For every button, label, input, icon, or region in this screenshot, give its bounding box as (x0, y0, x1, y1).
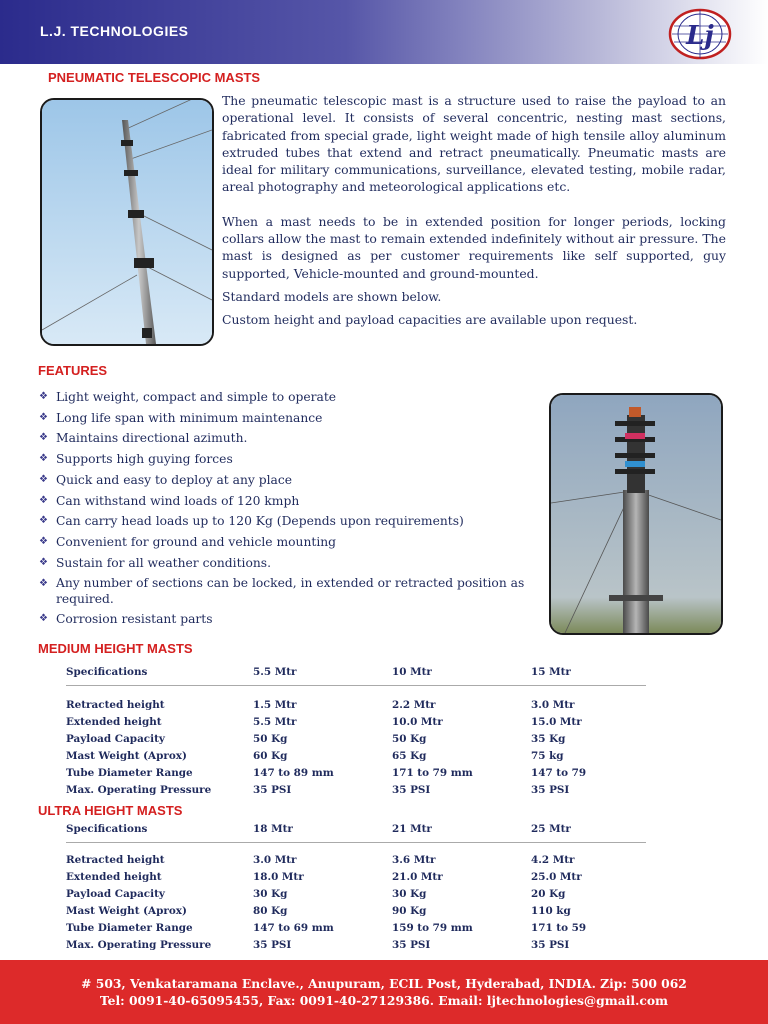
table-header-cell: 10 Mtr (392, 666, 432, 678)
company-name: L.J. TECHNOLOGIES (40, 23, 189, 39)
table-cell: Mast Weight (Aprox) (66, 904, 187, 917)
company-logo (660, 6, 740, 62)
table-row (66, 764, 646, 781)
table-row (66, 781, 646, 798)
table-cell: Tube Diameter Range (66, 766, 193, 779)
feature-item: ❖ Maintains directional azimuth. (38, 428, 528, 449)
feature-item: ❖ Any number of sections can be locked, in extended or retracted position as required. (39, 576, 525, 606)
table-row (66, 868, 646, 885)
ultra-masts-title: ULTRA HEIGHT MASTS (38, 803, 183, 818)
table-cell: Retracted height (66, 698, 165, 711)
table-cell: Mast Weight (Aprox) (66, 749, 187, 762)
footer-band (0, 960, 768, 1024)
table-cell: 10.0 Mtr (392, 715, 443, 728)
intro-paragraph: Custom height and payload capacities are available upon request. (222, 312, 638, 328)
table-cell: 35 PSI (253, 938, 292, 951)
table-cell: Payload Capacity (66, 887, 165, 900)
table-cell: Tube Diameter Range (66, 921, 193, 934)
table-cell: 3.0 Mtr (253, 853, 297, 866)
diamond-bullet-icon: ❖ (39, 473, 48, 485)
diamond-bullet-icon: ❖ (39, 535, 48, 547)
diamond-bullet-icon: ❖ (39, 453, 48, 465)
table-cell: 80 Kg (253, 904, 288, 917)
table-row (66, 747, 646, 764)
table-cell: 147 to 79 (531, 766, 587, 779)
table-header-cell: 18 Mtr (253, 823, 293, 835)
table-row (66, 730, 646, 747)
intro-paragraph: Standard models are shown below. (222, 288, 442, 304)
table-cell: 75 kg (531, 749, 564, 762)
table-cell: 35 PSI (531, 783, 570, 796)
table-cell: 21.0 Mtr (392, 870, 443, 883)
feature-item: ❖ Can carry head loads up to 120 Kg (Depends upon requirements) (38, 511, 528, 532)
table-cell: 35 PSI (253, 783, 292, 796)
table-cell: 90 Kg (392, 904, 427, 917)
mast-photo-1 (40, 98, 214, 346)
diamond-bullet-icon: ❖ (39, 613, 48, 625)
table-cell: 171 to 59 (531, 921, 587, 934)
medium-masts-title: MEDIUM HEIGHT MASTS (38, 641, 193, 656)
diamond-bullet-icon: ❖ (39, 556, 48, 568)
table-cell: 50 Kg (392, 732, 427, 745)
table-cell: 3.0 Mtr (531, 698, 575, 711)
svg-text:Lj: Lj (686, 21, 714, 51)
diamond-bullet-icon: ❖ (39, 411, 48, 423)
table-cell: 147 to 89 mm (253, 766, 334, 779)
table-header-cell: Specifications (66, 666, 148, 678)
table-cell: 2.2 Mtr (392, 698, 436, 711)
table-cell: 4.2 Mtr (531, 853, 575, 866)
intro-paragraph: When a mast needs to be in extended position for longer periods, locking collars allow the mast to remain extended indefinitely without air pressure. The mast is designed as per customer requirements like self supported, guy supported, Vehicle-mounted and ground-mounted. (222, 213, 726, 281)
diamond-bullet-icon: ❖ (39, 432, 48, 444)
table-cell: 159 to 79 mm (392, 921, 473, 934)
table-cell: 35 PSI (531, 938, 570, 951)
table-row (66, 696, 646, 713)
table-header-cell: Specifications (66, 823, 148, 835)
table-cell: 110 kg (531, 904, 571, 917)
feature-item: ❖ Quick and easy to deploy at any place (38, 470, 528, 491)
table-cell: 15.0 Mtr (531, 715, 582, 728)
table-header-cell: 5.5 Mtr (253, 666, 297, 678)
intro-title: PNEUMATIC TELESCOPIC MASTS (48, 70, 261, 85)
footer-contact: Tel: 0091-40-65095455, Fax: 0091-40-27129386. Email: ljtechnologies@gmail.com (99, 992, 669, 1008)
feature-item: ❖ Sustain for all weather conditions. (38, 553, 528, 574)
table-cell: 35 Kg (531, 732, 566, 745)
feature-item: ❖ Light weight, compact and simple to operate (38, 387, 528, 408)
table-cell: 30 Kg (253, 887, 288, 900)
footer-address: # 503, Venkataramana Enclave., Anupuram, ECIL Post, Hyderabad, INDIA. Zip: 500 062 (81, 976, 687, 991)
table-header-cell: 21 Mtr (392, 823, 432, 835)
table-cell: 35 PSI (392, 783, 431, 796)
diamond-bullet-icon: ❖ (39, 578, 48, 590)
table-row (66, 919, 646, 936)
table-row (66, 936, 646, 953)
feature-item: ❖ Can withstand wind loads of 120 kmph (38, 491, 528, 512)
features-list (38, 387, 528, 630)
table-cell: Max. Operating Pressure (66, 783, 212, 796)
table-cell: 30 Kg (392, 887, 427, 900)
table-cell: 25.0 Mtr (531, 870, 582, 883)
feature-item: ❖ Long life span with minimum maintenance (38, 408, 528, 429)
intro-paragraph: The pneumatic telescopic mast is a structure used to raise the payload to an operational level. It consists of several concentric, nesting mast sections, fabricated from special grade, light weight made of high tensile alloy aluminum extruded tubes that extend and retract pneumatically. Pneumatic masts are ideal for military communications, surveillance, elevated testing, mobile radar, areal photography and meteorological applications etc. (222, 93, 726, 195)
table-cell: Max. Operating Pressure (66, 938, 212, 951)
table-cell: 171 to 79 mm (392, 766, 473, 779)
table-cell: 147 to 69 mm (253, 921, 334, 934)
table-cell: 50 Kg (253, 732, 288, 745)
intro-text (222, 92, 726, 329)
table-cell: 18.0 Mtr (253, 870, 304, 883)
medium-masts-table (66, 659, 646, 798)
diamond-bullet-icon: ❖ (39, 515, 48, 527)
feature-item: ❖ Supports high guying forces (38, 449, 528, 470)
table-cell: Extended height (66, 870, 162, 883)
table-cell: 5.5 Mtr (253, 715, 297, 728)
diamond-bullet-icon: ❖ (39, 391, 48, 402)
ultra-masts-table (66, 816, 646, 953)
table-row (66, 902, 646, 919)
mast-photo-2 (549, 393, 723, 635)
table-cell: 3.6 Mtr (392, 853, 436, 866)
table-header-cell: 25 Mtr (531, 823, 571, 835)
table-cell: Retracted height (66, 853, 165, 866)
table-row (66, 885, 646, 902)
header-band (0, 0, 768, 64)
table-cell: 1.5 Mtr (253, 698, 297, 711)
feature-item: ❖ Corrosion resistant parts (38, 609, 528, 630)
table-cell: 65 Kg (392, 749, 427, 762)
table-row (66, 851, 646, 868)
table-header-cell: 15 Mtr (531, 666, 571, 678)
table-cell: 35 PSI (392, 938, 431, 951)
table-header-row (66, 816, 646, 843)
feature-item: ❖ Convenient for ground and vehicle mounting (38, 532, 528, 553)
table-row (66, 713, 646, 730)
table-cell: 20 Kg (531, 887, 566, 900)
features-title: FEATURES (38, 363, 108, 378)
diamond-bullet-icon: ❖ (39, 494, 48, 506)
table-cell: Extended height (66, 715, 162, 728)
table-cell: 60 Kg (253, 749, 288, 762)
table-header-row (66, 659, 646, 686)
table-cell: Payload Capacity (66, 732, 165, 745)
